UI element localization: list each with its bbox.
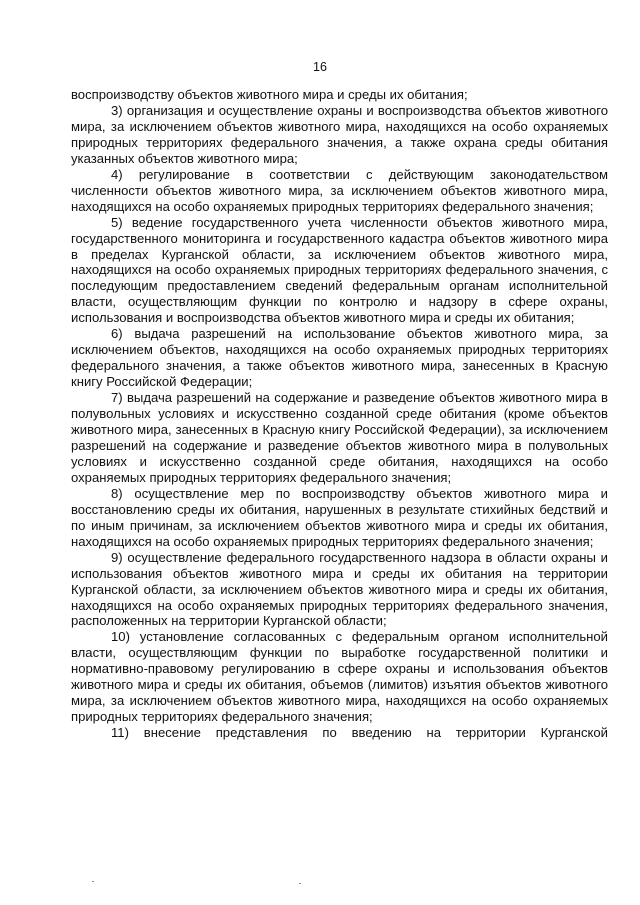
- page-number: 16: [313, 60, 327, 74]
- list-item-11: 11) внесение представления по введению на территории Курганской: [111, 725, 608, 741]
- list-item-3: 3) организация и осуществление охраны и воспроизводства объектов животного мира, за исключением объектов животного мира, находящихся на особо охраняемых природных территориях федерального значения, а также охрана среды обитания указанных объектов животного мира;: [71, 102, 608, 166]
- scan-artifact-dot: [299, 883, 301, 884]
- scan-artifact-dot: [92, 881, 94, 882]
- list-item-6: 6) выдача разрешений на использование объектов животного мира, за исключением объектов, находящихся на особо охраняемых природных территориях федерального значения, а также объектов животного мира, занесенных в Красную книгу Российской Федерации;: [71, 326, 608, 390]
- list-item-8: 8) осуществление мер по воспроизводству объектов животного мира и восстановлению среды их обитания, нарушенных в результате стихийных бедствий и по иным причинам, за исключением объектов животного мира и среды их обитания, находящихся на особо охраняемых природных территориях федерального значения;: [71, 485, 608, 549]
- list-item-10: 10) установление согласованных с федеральным органом исполнительной власти, осуществляющим функции по выработке государственной политики и нормативно-правовому регулированию в сфере охраны и использования объектов животного мира и среды их обитания, объемов (лимитов) изъятия объектов животного мира, за исключением объектов животного мира, находящихся на особо охраняемых природных территориях федерального значения;: [71, 629, 608, 725]
- paragraph-continuation: воспроизводству объектов животного мира и среды их обитания;: [71, 87, 468, 102]
- list-item-4: 4) регулирование в соответствии с действующим законодательством численности объектов животного мира, за исключением объектов животного мира, находящихся на особо охраняемых природных территориях федерального значения;: [71, 166, 608, 214]
- list-item-9: 9) осуществление федерального государственного надзора в области охраны и использования объектов животного мира и среды их обитания на территории Курганской области, за исключением объектов животного мира и среды их обитания, находящихся на особо охраняемых природных территориях федерального значения, расположенных на территории Курганской области;: [71, 549, 608, 629]
- list-item-5: 5) ведение государственного учета численности объектов животного мира, государственного мониторинга и государственного кадастра объектов животного мира в пределах Курганской области, за исключением объектов животного мира, находящихся на особо охраняемых природных территориях федерального значения, с последующим предоставлением сведений федеральным органам исполнительной власти, осуществляющим функции по контролю и надзору в сфере охраны, использования и воспроизводства объектов животного мира и среды их обитания;: [71, 214, 608, 326]
- list-item-7: 7) выдача разрешений на содержание и разведение объектов животного мира в полувольных условиях и искусственно созданной среде обитания (кроме объектов животного мира, занесенных в Красную книгу Российской Федерации), за исключением разрешений на содержание и разведение объектов животного мира в полувольных условиях и искусственно созданной среде обитания, находящихся на особо охраняемых природных территориях федерального значения;: [71, 390, 608, 485]
- document-body: [71, 87, 608, 741]
